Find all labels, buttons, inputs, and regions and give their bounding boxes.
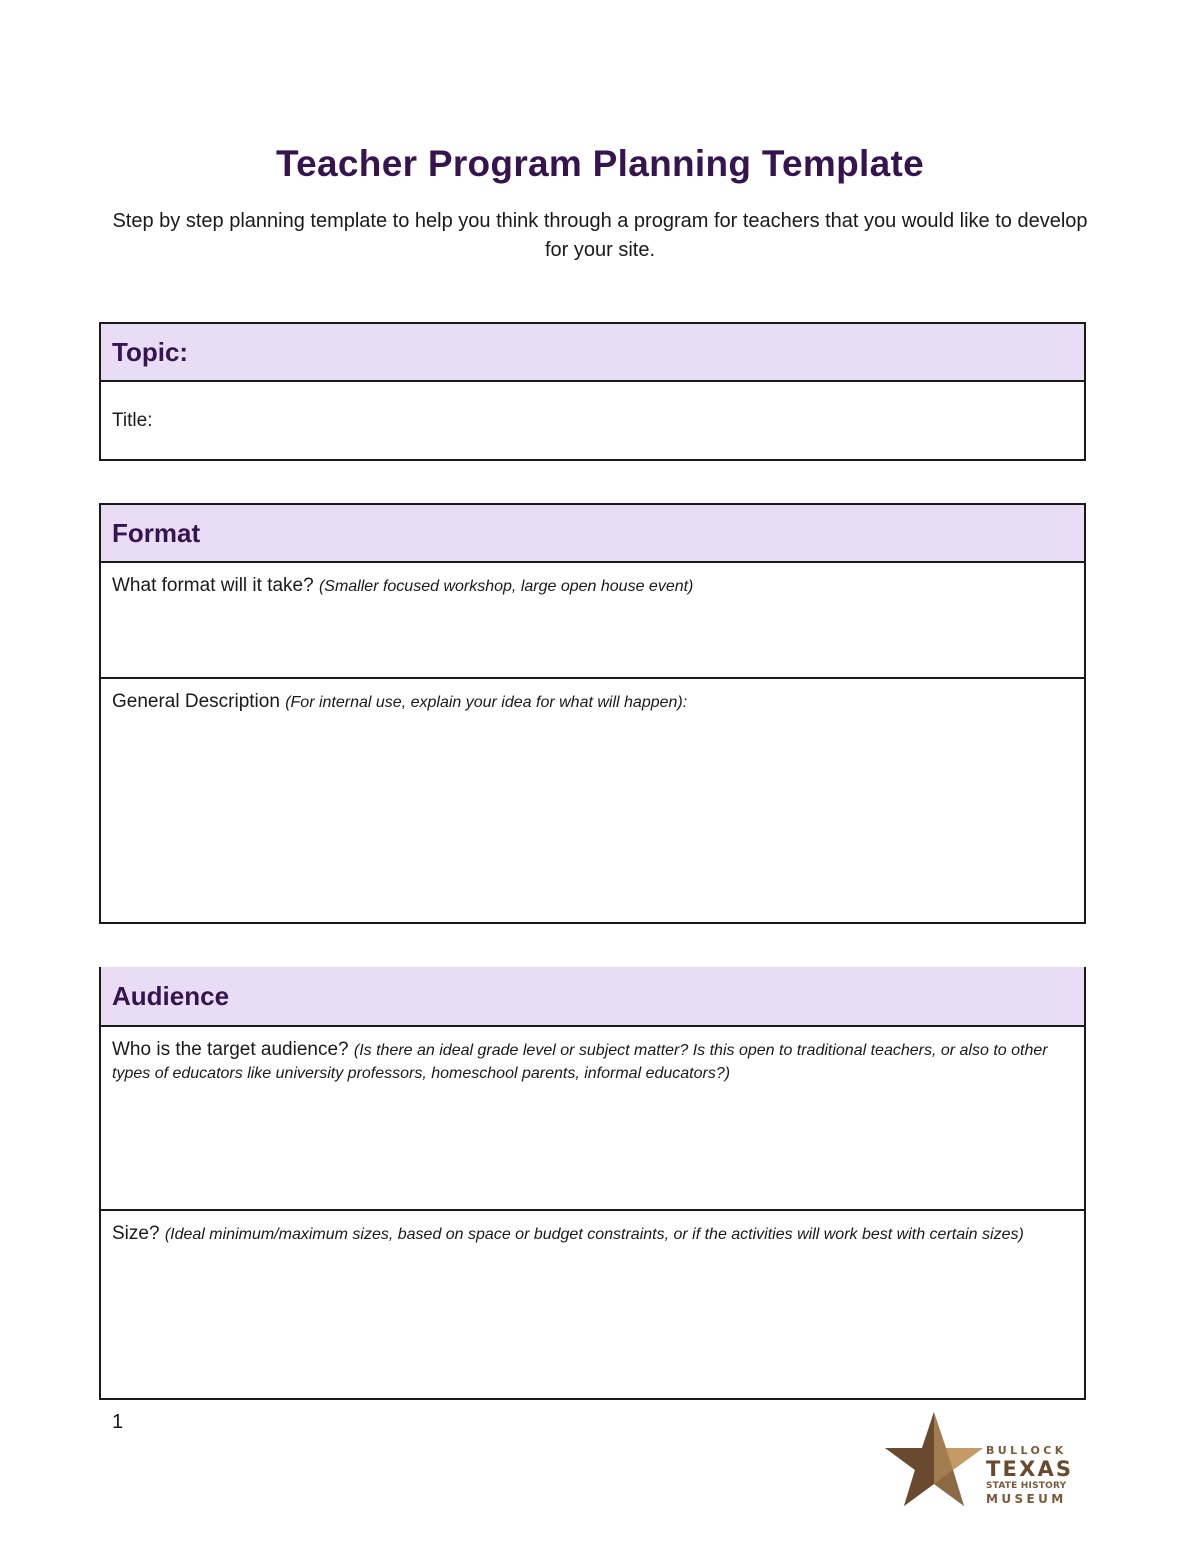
size-hint: (Ideal minimum/maximum sizes, based on space or budget constraints, or if the activities will work best with certain sizes) xyxy=(164,1226,1024,1243)
logo-line-bullock: BULLOCK xyxy=(986,1444,1067,1457)
target-audience-hint: (Is there an ideal grade level or subject matter? Is this open to traditional teachers, or also to other types of educators like university professors, homeschool parents, informal educators?) xyxy=(112,1042,1048,1082)
logo-line-museum: MUSEUM xyxy=(986,1492,1067,1506)
format-section xyxy=(99,503,1086,924)
museum-logo xyxy=(884,1410,1074,1510)
title-field[interactable] xyxy=(101,382,1084,459)
logo-line-texas: TEXAS xyxy=(986,1457,1074,1481)
logo-line-state-history: STATE HISTORY xyxy=(986,1481,1067,1491)
size-label: Size? xyxy=(112,1223,160,1244)
description-field[interactable] xyxy=(101,679,1084,922)
description-hint: (For internal use, explain your idea for what will happen): xyxy=(285,694,688,711)
description-label: General Description xyxy=(112,691,280,712)
size-field[interactable] xyxy=(101,1211,1084,1398)
format-field[interactable] xyxy=(101,563,1084,679)
format-header: Format xyxy=(101,505,1084,563)
audience-section xyxy=(99,967,1086,1400)
format-label: What format will it take? xyxy=(112,575,314,596)
star-icon xyxy=(884,1410,984,1510)
audience-header: Audience xyxy=(101,967,1084,1027)
topic-header: Topic: xyxy=(101,324,1084,382)
target-audience-label: Who is the target audience? xyxy=(112,1039,349,1060)
topic-section xyxy=(99,322,1086,461)
page-number: 1 xyxy=(112,1411,124,1433)
format-hint: (Smaller focused workshop, large open house event) xyxy=(318,578,694,595)
target-audience-field[interactable] xyxy=(101,1027,1084,1211)
page-subtitle: Step by step planning template to help you think through a program for teachers that you would like to develop for your site. xyxy=(112,210,1088,261)
page-title: Teacher Program Planning Template xyxy=(276,143,924,184)
title-label: Title: xyxy=(112,410,153,431)
